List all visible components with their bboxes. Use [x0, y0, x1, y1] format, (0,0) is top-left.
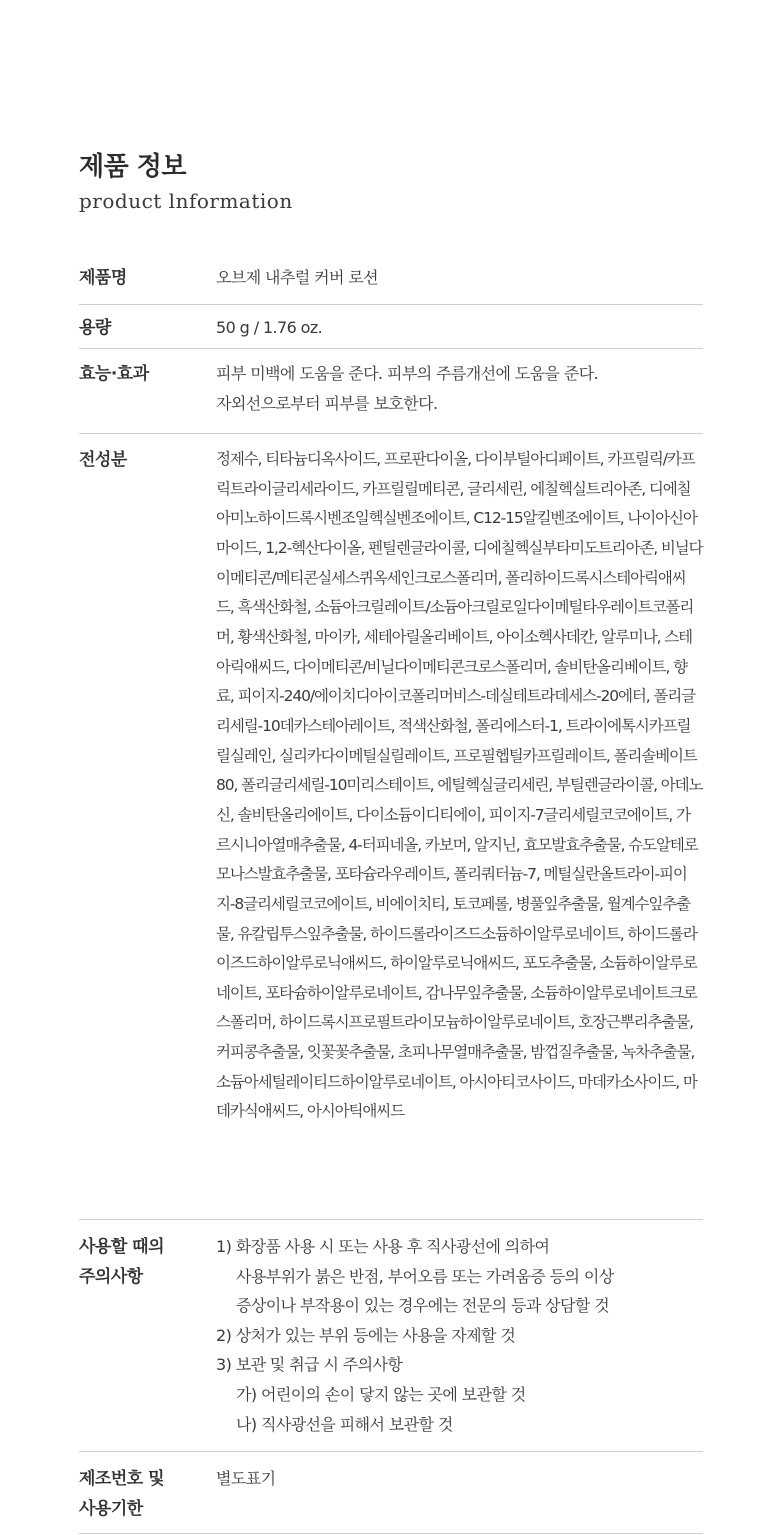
- row-label-volume: 용량: [79, 318, 111, 338]
- expiry-value: 별도표기: [216, 1469, 276, 1488]
- row-label-caution: 사용할 때의 주의사항: [79, 1237, 165, 1287]
- caution-line: 사용부위가 붉은 반점, 부어오름 또는 가려움증 등의 이상: [236, 1266, 614, 1286]
- effect-line: 피부 미백에 도움을 준다. 피부의 주름개선에 도움을 준다.: [216, 364, 599, 383]
- row-ingredients: [79, 434, 703, 1220]
- caution-value: [216, 1232, 703, 1451]
- product-name-value: 오브제 내추럴 커버 로션: [216, 268, 379, 287]
- row-caution: [79, 1220, 703, 1452]
- row-expiry: [79, 1452, 703, 1534]
- effect-line: 자외선으로부터 피부를 보호한다.: [216, 393, 438, 413]
- caution-line: 나) 직사광선을 피해서 보관할 것: [236, 1414, 453, 1434]
- volume-value: 50 g / 1.76 oz.: [216, 318, 323, 337]
- row-volume: [79, 305, 703, 349]
- row-effect: [79, 349, 703, 434]
- row-product-name: [79, 254, 703, 305]
- section-subtitle: product lnformation: [79, 189, 293, 213]
- product-info-section: [79, 150, 703, 1519]
- caution-line: 증상이나 부작용이 있는 경우에는 전문의 등과 상담할 것: [236, 1296, 610, 1316]
- caution-line: 3) 보관 및 취급 시 주의사항: [216, 1355, 403, 1375]
- row-label-expiry: 제조번호 및 사용기한: [79, 1469, 165, 1519]
- product-info-table: [79, 254, 703, 1534]
- effect-value: [216, 359, 703, 433]
- ingredients-value: 정제수, 티타늄디옥사이드, 프로판다이올, 다이부틸아디페이트, 카프릴릭/카프릭트라이글리세라이드, 카프릴릴메티콘, 글리세린, 에칠헥실트리아존, 디에칠아미노하이드록시벤조일헥실벤조에이트, C12-15알킬벤조에이트, 나이아신아마이드, 1,2-헥산다이올, 펜틸렌글라이콜, 디에칠헥실부타미도트리아존, 비닐다이메티콘/메티콘실세스퀴옥세인크로스폴리머, 폴리하이드록시스테아릭애씨드, 흑색산화철, 소듐아크릴레이트/소듐아크릴로일다이메틸타우레이트코폴리머, 황색산화철, 마이카, 세테아릴올리베이트, 아이소헥사데칸, 알루미나, 스테아릭애씨드, 다이메티콘/비닐다이메티콘크로스폴리머, 솔비탄올리베이트, 향료, 피이지-240/에이치디아이코폴리머비스-데실테트라데세스-20에터, 폴리글리세릴-10데카스테아레이트, 적색산화철, 폴리에스터-1, 트라이에톡시카프릴릴실레인, 실리카다이메틸실릴레이트, 프로필헵틸카프릴레이트, 폴리솔베이트80, 폴리글리세릴-10미리스테이트, 에틸헥실글리세린, 부틸렌글라이콜, 아데노신, 솔비탄올리에이트, 다이소듐이디티에이, 피이지-7글리세릴코코에이트, 가르시니아열매추출물, 4-터피네올, 카보머, 알지닌, 효모발효추출물, 슈도알테로모나스발효추출물, 포타슘라우레이트, 폴리쿼터늄-7, 메틸실란올트라이-피이지-8글리세릴코코에이트, 비에이치티, 토코페롤, 병풀잎추출물, 월계수잎추출물, 유칼립투스잎추출물, 하이드롤라이즈드소듐하이알루로네이트, 하이드롤라이즈드하이알루로닉애씨드, 하이알루로닉애씨드, 포도추출물, 소듐하이알루로네이트, 포타슘하이알루로네이트, 감나무잎추출물, 소듐하이알루로네이트크로스폴리머, 하이드록시프로필트라이모늄하이알루로네이트, 호장근뿌리추출물, 커피콩추출물, 잇꽃꽃추출물, 초피나무열매추출물, 밤껍질추출물, 녹차추출물, 소듐아세틸레이티드하이알루로네이트, 아시아티코사이드, 마데카소사이드, 마데카식애씨드, 아시아틱애씨드: [216, 450, 703, 1121]
- caution-line: 가) 어린이의 손이 닿지 않는 곳에 보관할 것: [236, 1384, 526, 1404]
- caution-line: 1) 화장품 사용 시 또는 사용 후 직사광선에 의하여: [216, 1237, 550, 1256]
- row-label-product-name: 제품명: [79, 268, 127, 288]
- row-label-effect: 효능·효과: [79, 364, 149, 384]
- section-title: 제품 정보: [79, 152, 187, 182]
- row-label-ingredients: 전성분: [79, 450, 127, 470]
- caution-line: 2) 상처가 있는 부위 등에는 사용을 자제할 것: [216, 1325, 516, 1345]
